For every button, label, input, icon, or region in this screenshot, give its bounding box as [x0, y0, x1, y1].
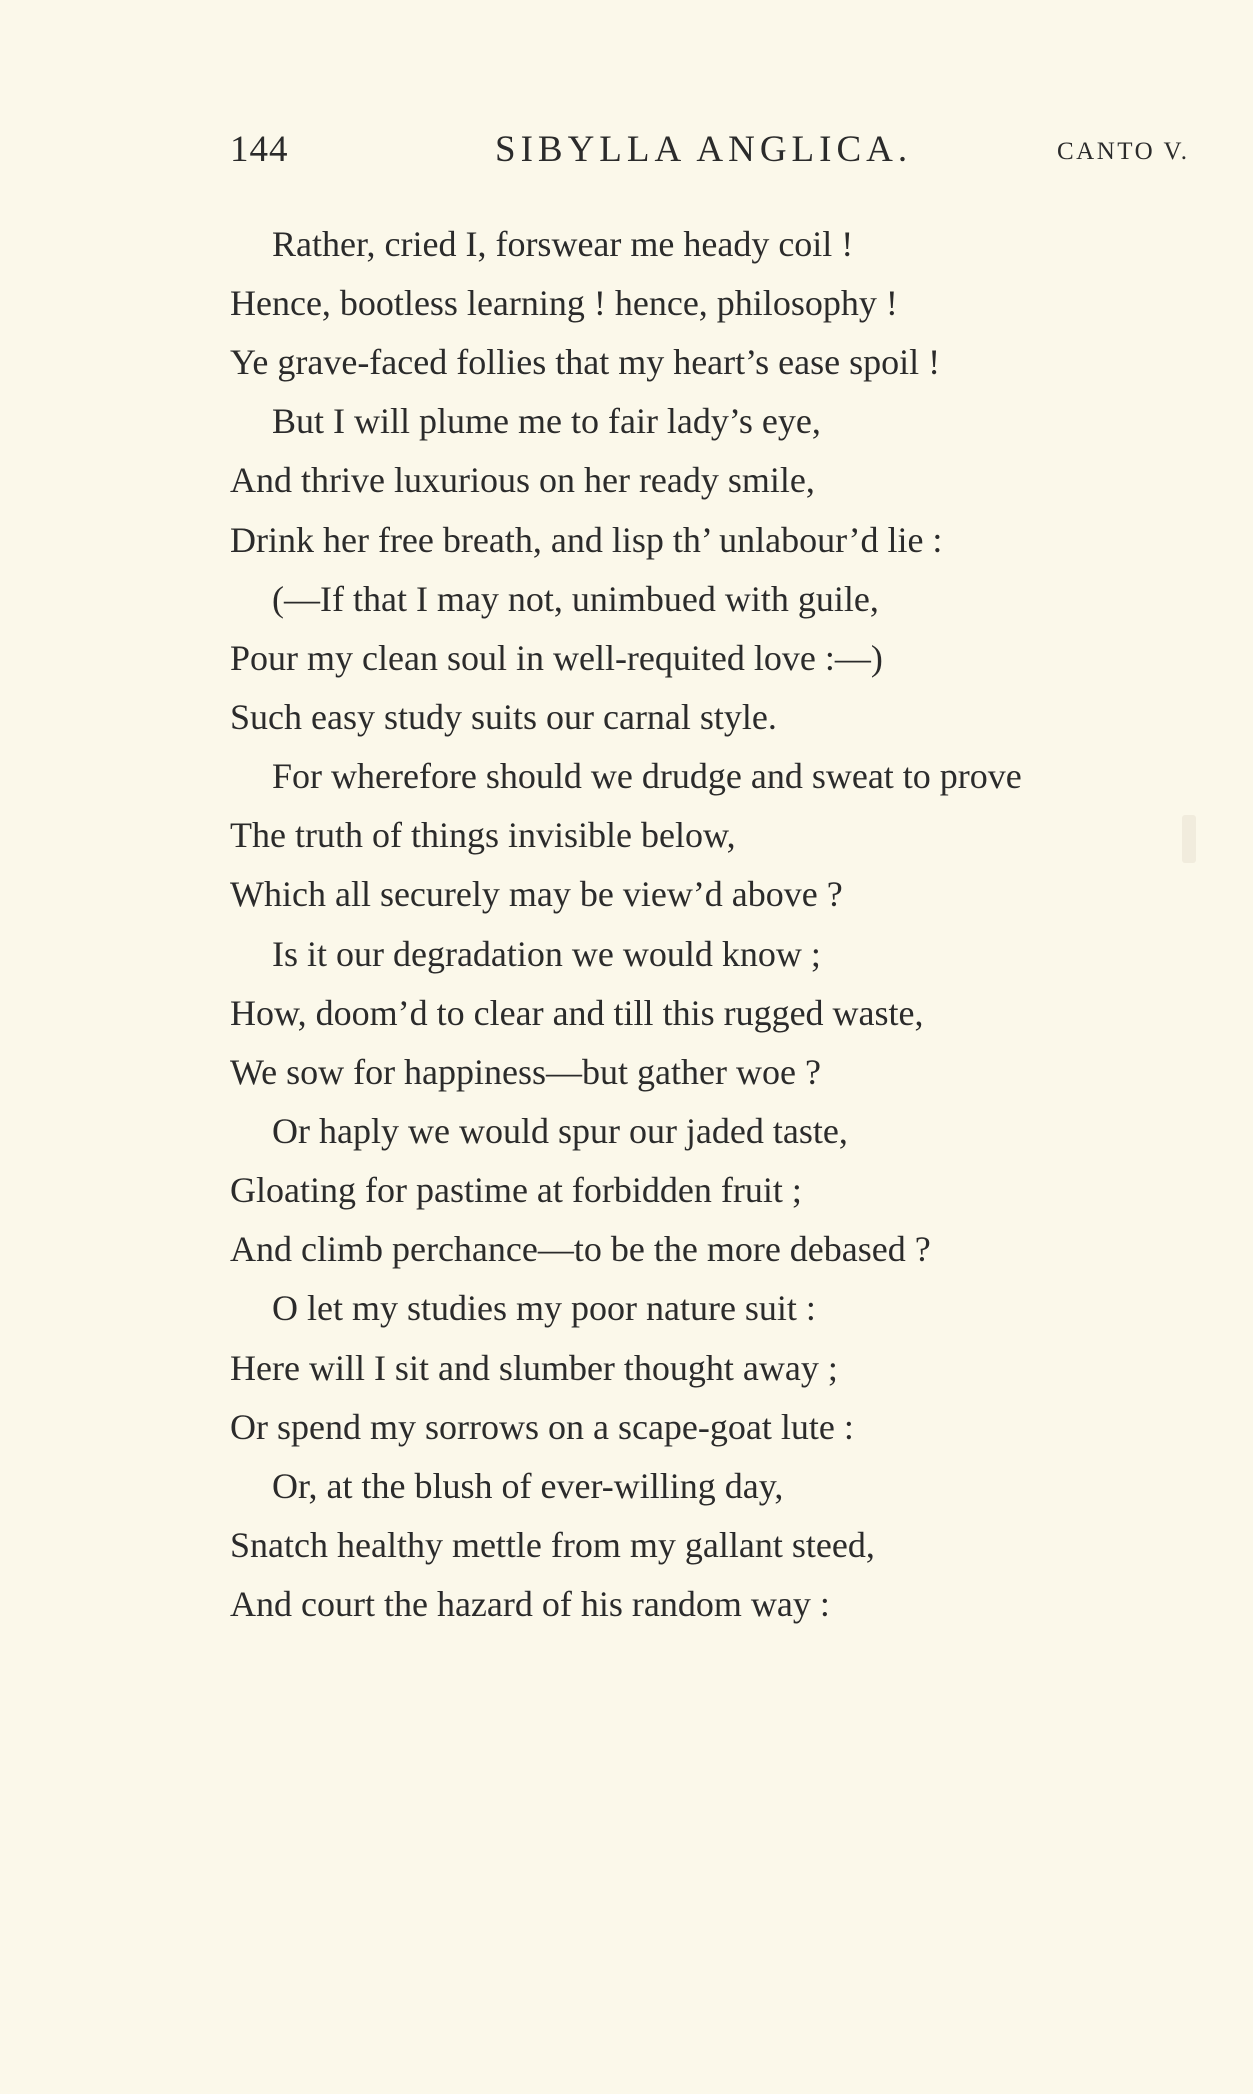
running-title: SIBYLLA ANGLICA. — [495, 129, 913, 170]
poem-line: And court the hazard of his random way : — [230, 1584, 830, 1624]
poem-line: Drink her free breath, and lisp th’ unlabour’d lie : — [230, 520, 943, 560]
poem-line: Snatch healthy mettle from my gallant steed, — [230, 1525, 875, 1565]
poem-line: But I will plume me to fair lady’s eye, — [272, 401, 821, 441]
page-header — [0, 128, 1253, 180]
poem-line: Is it our degradation we would know ; — [272, 934, 821, 974]
poem-line: And climb perchance—to be the more debased ? — [230, 1229, 931, 1269]
poem-line: We sow for happiness—but gather woe ? — [230, 1052, 821, 1092]
page-number: 144 — [230, 129, 289, 170]
canto-label: CANTO V. — [1057, 138, 1190, 165]
poem-line: O let my studies my poor nature suit : — [272, 1288, 816, 1328]
poem-line: Or, at the blush of ever-willing day, — [272, 1466, 784, 1506]
ink-show-through — [1182, 815, 1196, 863]
poem-line: For wherefore should we drudge and sweat to prove — [272, 756, 1022, 796]
poem-line: Or haply we would spur our jaded taste, — [272, 1111, 848, 1151]
poem-line: Pour my clean soul in well-requited love :—) — [230, 638, 883, 678]
poem-line: Or spend my sorrows on a scape-goat lute : — [230, 1407, 854, 1447]
poem-line: (—If that I may not, unimbued with guile, — [272, 579, 879, 619]
poem-line: And thrive luxurious on her ready smile, — [230, 460, 815, 500]
poem-line: Which all securely may be view’d above ? — [230, 874, 843, 914]
poem-line: Hence, bootless learning ! hence, philosophy ! — [230, 283, 898, 323]
poem-line: Such easy study suits our carnal style. — [230, 697, 777, 737]
poem-line: Gloating for pastime at forbidden fruit ; — [230, 1170, 802, 1210]
poem-line: Here will I sit and slumber thought away ; — [230, 1348, 838, 1388]
poem-line: How, doom’d to clear and till this rugged waste, — [230, 993, 924, 1033]
poem-line: Rather, cried I, forswear me heady coil ! — [272, 224, 854, 264]
poem-line: Ye grave-faced follies that my heart’s ease spoil ! — [230, 342, 941, 382]
poem-line: The truth of things invisible below, — [230, 815, 736, 855]
